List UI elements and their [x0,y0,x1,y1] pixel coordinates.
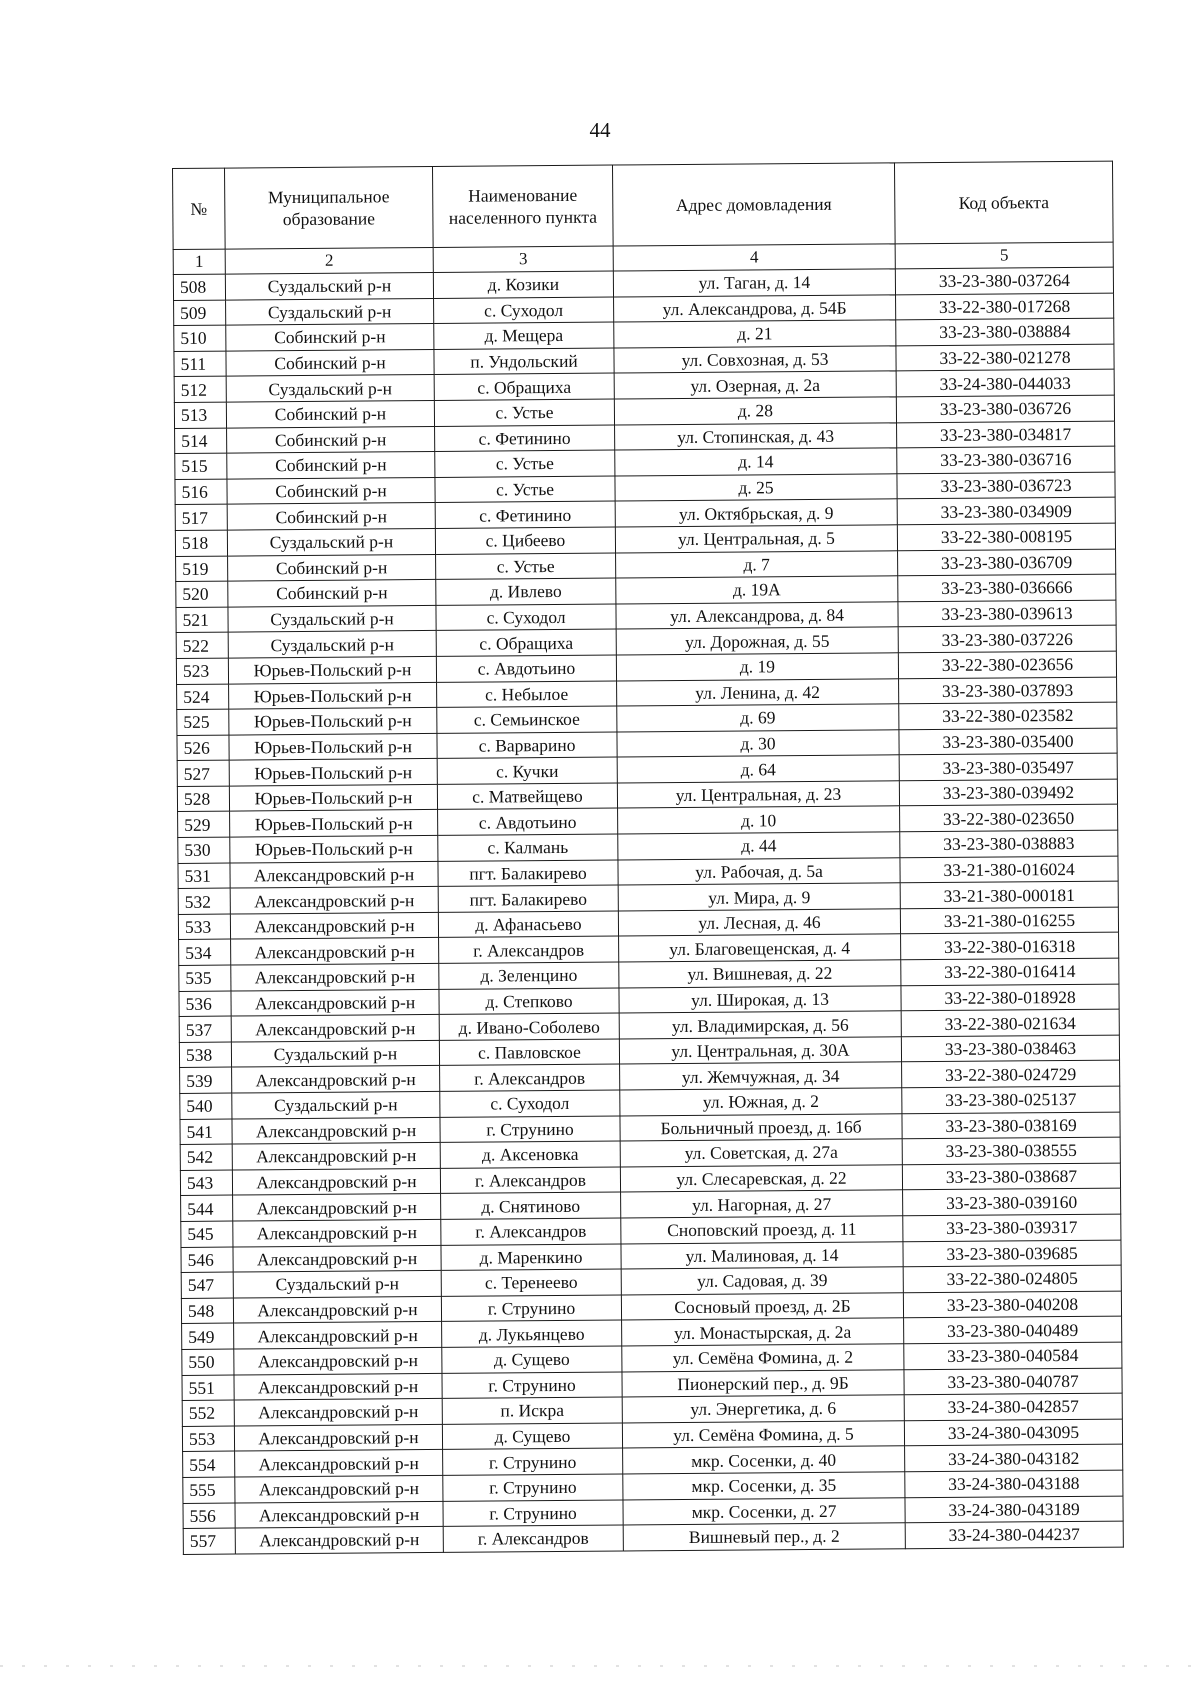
header-settlement: Наименование населенного пункта [432,165,613,247]
address-cell: д. 30 [617,729,899,757]
settlement-cell: с. Устье [436,553,616,580]
address-cell: ул. Александрова, д. 54Б [614,294,896,322]
settlement-cell: д. Сущево [442,1423,622,1450]
row-number-cell: 511 [174,351,226,377]
address-cell: ул. Таган, д. 14 [613,269,895,297]
object-code-cell: 33-24-380-043189 [905,1496,1123,1523]
row-number-cell: 544 [181,1195,233,1221]
address-cell: д. 10 [618,806,900,834]
object-code-cell: 33-23-380-036709 [898,549,1116,576]
settlement-cell: пгт. Балакирево [438,885,618,912]
address-cell: ул. Ленина, д. 42 [617,678,899,706]
scan-noise-line [0,1665,1200,1667]
settlement-cell: д. Мещера [434,322,614,349]
settlement-cell: д. Афанасьево [438,911,618,938]
municipality-cell: Александровский р-н [233,1245,441,1272]
address-cell: д. 14 [615,448,897,476]
municipality-cell: Александровский р-н [230,861,438,888]
object-code-cell: 33-22-380-008195 [897,523,1115,550]
municipality-cell: Собинский р-н [228,554,436,581]
address-cell: Пионерский пер., д. 9Б [622,1369,904,1397]
row-number-cell: 525 [177,709,229,735]
address-cell: д. 25 [615,474,897,502]
object-code-cell: 33-23-380-038884 [896,318,1114,345]
row-number-cell: 514 [175,428,227,454]
settlement-cell: г. Струнино [443,1474,623,1501]
municipality-cell: Суздальский р-н [226,375,434,402]
address-cell: ул. Дорожная, д. 55 [616,627,898,655]
row-number-cell: 526 [177,735,229,761]
object-code-cell: 33-23-380-036716 [897,446,1115,473]
row-number-cell: 541 [180,1119,232,1145]
address-cell: д. 19А [616,576,898,604]
object-code-cell: 33-23-380-039160 [903,1188,1121,1215]
address-cell: ул. Нагорная, д. 27 [621,1190,903,1218]
object-code-cell: 33-23-380-035400 [899,728,1117,755]
municipality-cell: Александровский р-н [234,1347,442,1374]
object-code-cell: 33-24-380-044033 [896,369,1114,396]
object-code-cell: 33-23-380-037893 [899,677,1117,704]
municipality-cell: Александровский р-н [235,1527,443,1554]
row-number-cell: 528 [177,786,229,812]
object-code-cell: 33-23-380-039685 [903,1240,1121,1267]
settlement-cell: с. Семьинское [437,706,617,733]
address-cell: ул. Александрова, д. 84 [616,602,898,630]
object-code-cell: 33-24-380-043182 [905,1444,1123,1471]
address-cell: д. 21 [614,320,896,348]
address-cell: мкр. Сосенки, д. 40 [623,1446,905,1474]
table-body [173,267,1123,1554]
address-cell: ул. Стопинская, д. 43 [615,422,897,450]
municipality-cell: Суздальский р-н [231,1040,439,1067]
settlement-cell: с. Обращиха [436,629,616,656]
municipality-cell: Суздальский р-н [225,272,433,299]
address-cell: ул. Владимирская, д. 56 [619,1011,901,1039]
municipality-cell: Суздальский р-н [232,1091,440,1118]
settlement-cell: г. Александров [440,1064,620,1091]
object-code-cell: 33-22-380-023650 [900,805,1118,832]
settlement-cell: г. Струнино [443,1448,623,1475]
row-number-cell: 556 [183,1503,235,1529]
municipality-cell: Александровский р-н [235,1450,443,1477]
municipality-cell: Собинский р-н [227,503,435,530]
address-cell: ул. Лесная, д. 46 [618,909,900,937]
row-number-cell: 534 [179,940,231,966]
address-cell: мкр. Сосенки, д. 27 [623,1497,905,1525]
municipality-cell: Александровский р-н [234,1399,442,1426]
settlement-cell: с. Суходол [436,604,616,631]
address-cell: д. 44 [618,832,900,860]
settlement-cell: г. Александров [443,1525,623,1552]
row-number-cell: 510 [174,325,226,351]
row-number-cell: 529 [178,812,230,838]
address-cell: ул. Рабочая, д. 5а [618,857,900,885]
object-code-cell: 33-23-380-038463 [901,1035,1119,1062]
address-cell: Сноповский проезд, д. 11 [621,1216,903,1244]
column-number: 2 [225,247,433,274]
address-cell: ул. Озерная, д. 2а [614,371,896,399]
row-number-cell: 515 [175,453,227,479]
object-code-cell: 33-23-380-037264 [895,267,1113,294]
object-code-cell: 33-23-380-040787 [904,1368,1122,1395]
row-number-cell: 532 [178,888,230,914]
settlement-cell: с. Фетинино [435,425,615,452]
row-number-cell: 531 [178,863,230,889]
object-code-cell: 33-23-380-036726 [896,395,1114,422]
settlement-cell: п. Ундольский [434,348,614,375]
row-number-cell: 537 [179,1016,231,1042]
municipality-cell: Александровский р-н [235,1475,443,1502]
address-cell: ул. Садовая, д. 39 [621,1267,903,1295]
row-number-cell: 517 [175,504,227,530]
municipality-cell: Суздальский р-н [226,298,434,325]
settlement-cell: д. Лукьянцево [442,1320,622,1347]
settlement-cell: г. Струнино [441,1295,621,1322]
row-number-cell: 550 [182,1349,234,1375]
row-number-cell: 545 [181,1221,233,1247]
municipality-cell: Юрьев-Польский р-н [230,810,438,837]
settlement-cell: с. Устье [435,476,615,503]
object-code-cell: 33-23-380-039613 [898,600,1116,627]
settlement-cell: г. Струнино [440,1116,620,1143]
municipality-cell: Собинский р-н [226,400,434,427]
municipality-cell: Собинский р-н [226,324,434,351]
settlement-cell: с. Цибеево [435,527,615,554]
header-object-code: Код объекта [894,161,1113,244]
settlement-cell: с. Авдотьино [438,808,618,835]
municipality-cell: Александровский р-н [233,1219,441,1246]
settlement-cell: с. Павловское [439,1039,619,1066]
settlement-cell: с. Фетинино [435,501,615,528]
settlement-cell: д. Маренкино [441,1244,621,1271]
address-cell: ул. Мира, д. 9 [618,883,900,911]
municipality-cell: Александровский р-н [233,1296,441,1323]
object-code-cell: 33-22-380-021634 [901,1009,1119,1036]
page-number: 44 [589,118,611,142]
settlement-cell: г. Струнино [442,1372,622,1399]
municipality-cell: Суздальский р-н [228,605,436,632]
settlement-cell: г. Александров [439,936,619,963]
header-municipality: Муниципальное образование [225,166,434,249]
address-cell: ул. Монастырская, д. 2а [622,1318,904,1346]
address-cell: ул. Энергетика, д. 6 [622,1395,904,1423]
municipality-cell: Александровский р-н [231,963,439,990]
row-number-cell: 540 [180,1093,232,1119]
row-number-cell: 539 [180,1067,232,1093]
municipality-cell: Юрьев-Польский р-н [230,835,438,862]
address-cell: ул. Семёна Фомина, д. 2 [622,1344,904,1372]
row-number-cell: 535 [179,965,231,991]
column-number: 5 [895,242,1113,269]
municipality-cell: Александровский р-н [234,1322,442,1349]
object-code-cell: 33-24-380-044237 [905,1521,1123,1548]
object-code-cell: 33-24-380-043095 [904,1419,1122,1446]
object-code-cell: 33-22-380-023582 [899,702,1117,729]
header-address: Адрес домовладения [612,163,895,246]
municipality-cell: Александровский р-н [230,887,438,914]
settlement-cell: д. Зеленцино [439,962,619,989]
settlement-cell: п. Искра [442,1397,622,1424]
row-number-cell: 508 [173,274,225,300]
address-cell: ул. Жемчужная, д. 34 [620,1062,902,1090]
address-cell: ул. Центральная, д. 30А [619,1037,901,1065]
object-code-cell: 33-23-380-040489 [904,1316,1122,1343]
object-code-cell: 33-22-380-024805 [903,1265,1121,1292]
settlement-cell: с. Устье [435,450,615,477]
registry-table-wrapper [172,161,1123,1555]
municipality-cell: Собинский р-н [226,349,434,376]
settlement-cell: г. Александров [441,1218,621,1245]
settlement-cell: с. Обращиха [434,373,614,400]
object-code-cell: 33-23-380-038687 [902,1163,1120,1190]
row-number-cell: 554 [183,1451,235,1477]
object-code-cell: 33-22-380-016318 [901,933,1119,960]
municipality-cell: Александровский р-н [232,1117,440,1144]
header-number: № [173,168,226,249]
settlement-cell: д. Степково [439,988,619,1015]
municipality-cell: Суздальский р-н [227,528,435,555]
row-number-cell: 512 [174,376,226,402]
row-number-cell: 543 [180,1170,232,1196]
settlement-cell: с. Авдотьино [436,655,616,682]
object-code-cell: 33-23-380-036723 [897,472,1115,499]
municipality-cell: Александровский р-н [234,1424,442,1451]
municipality-cell: Александровский р-н [231,1015,439,1042]
address-cell: ул. Семёна Фомина, д. 5 [622,1421,904,1449]
object-code-cell: 33-23-380-038555 [902,1137,1120,1164]
municipality-cell: Александровский р-н [235,1501,443,1528]
municipality-cell: Юрьев-Польский р-н [229,682,437,709]
object-code-cell: 33-21-380-000181 [900,881,1118,908]
row-number-cell: 549 [182,1323,234,1349]
object-code-cell: 33-21-380-016024 [900,856,1118,883]
municipality-cell: Александровский р-н [232,1168,440,1195]
municipality-cell: Юрьев-Польский р-н [228,656,436,683]
address-cell: ул. Благовещенская, д. 4 [619,934,901,962]
object-code-cell: 33-22-380-016414 [901,958,1119,985]
settlement-cell: с. Суходол [434,297,614,324]
column-number: 1 [173,249,225,274]
object-code-cell: 33-23-380-039317 [903,1214,1121,1241]
settlement-cell: д. Ивлево [436,578,616,605]
municipality-cell: Юрьев-Польский р-н [229,708,437,735]
row-number-cell: 527 [177,760,229,786]
municipality-cell: Суздальский р-н [228,631,436,658]
municipality-cell: Собинский р-н [227,452,435,479]
object-code-cell: 33-22-380-023656 [898,651,1116,678]
row-number-cell: 542 [180,1144,232,1170]
row-number-cell: 509 [174,300,226,326]
row-number-cell: 557 [183,1528,235,1554]
registry-table [172,161,1124,1555]
row-number-cell: 538 [179,1042,231,1068]
address-cell: Больничный проезд, д. 16б [620,1113,902,1141]
row-number-cell: 522 [176,632,228,658]
object-code-cell: 33-23-380-034909 [897,497,1115,524]
settlement-cell: с. Матвейщево [437,783,617,810]
settlement-cell: г. Александров [440,1167,620,1194]
municipality-cell: Александровский р-н [234,1373,442,1400]
row-number-cell: 519 [176,556,228,582]
column-number: 4 [613,244,895,271]
settlement-cell: д. Аксеновка [440,1141,620,1168]
object-code-cell: 33-22-380-017268 [896,293,1114,320]
municipality-cell: Александровский р-н [232,1143,440,1170]
object-code-cell: 33-21-380-016255 [900,907,1118,934]
municipality-cell: Собинский р-н [227,477,435,504]
row-number-cell: 521 [176,607,228,633]
row-number-cell: 524 [177,684,229,710]
row-number-cell: 546 [181,1247,233,1273]
settlement-cell: д. Козики [433,271,613,298]
address-cell: ул. Советская, д. 27а [620,1139,902,1167]
row-number-cell: 518 [175,530,227,556]
row-number-cell: 547 [181,1272,233,1298]
object-code-cell: 33-23-380-036666 [898,574,1116,601]
settlement-cell: с. Устье [434,399,614,426]
row-number-cell: 520 [176,581,228,607]
column-number: 3 [433,246,613,272]
table-header-row [173,161,1114,249]
object-code-cell: 33-23-380-034817 [897,421,1115,448]
settlement-cell: с. Теренеево [441,1269,621,1296]
municipality-cell: Александровский р-н [232,1066,440,1093]
address-cell: ул. Центральная, д. 23 [617,781,899,809]
address-cell: д. 7 [616,550,898,578]
settlement-cell: с. Варварино [437,732,617,759]
settlement-cell: с. Суходол [440,1090,620,1117]
row-number-cell: 533 [178,914,230,940]
address-cell: ул. Центральная, д. 5 [615,525,897,553]
municipality-cell: Александровский р-н [230,912,438,939]
municipality-cell: Суздальский р-н [233,1271,441,1298]
municipality-cell: Собинский р-н [228,580,436,607]
object-code-cell: 33-22-380-021278 [896,344,1114,371]
object-code-cell: 33-23-380-038169 [902,1112,1120,1139]
object-code-cell: 33-23-380-039492 [899,779,1117,806]
address-cell: ул. Малиновая, д. 14 [621,1241,903,1269]
address-cell: д. 69 [617,704,899,732]
object-code-cell: 33-23-380-035497 [899,753,1117,780]
address-cell: ул. Вишневая, д. 22 [619,960,901,988]
object-code-cell: 33-23-380-037226 [898,625,1116,652]
address-cell: ул. Слесаревская, д. 22 [620,1165,902,1193]
object-code-cell: 33-23-380-038883 [900,830,1118,857]
row-number-cell: 551 [182,1375,234,1401]
row-number-cell: 513 [174,402,226,428]
address-cell: д. 19 [616,653,898,681]
municipality-cell: Александровский р-н [231,938,439,965]
row-number-cell: 523 [176,658,228,684]
municipality-cell: Собинский р-н [227,426,435,453]
row-number-cell: 555 [183,1477,235,1503]
address-cell: ул. Октябрьская, д. 9 [615,499,897,527]
municipality-cell: Александровский р-н [233,1194,441,1221]
object-code-cell: 33-22-380-024729 [902,1060,1120,1087]
row-number-cell: 548 [181,1298,233,1324]
settlement-cell: д. Ивано-Соболево [439,1013,619,1040]
object-code-cell: 33-23-380-040584 [904,1342,1122,1369]
settlement-cell: д. Снятиново [441,1192,621,1219]
municipality-cell: Юрьев-Польский р-н [229,759,437,786]
settlement-cell: с. Небылое [437,681,617,708]
object-code-cell: 33-22-380-018928 [901,984,1119,1011]
address-cell: мкр. Сосенки, д. 35 [623,1472,905,1500]
address-cell: Сосновый проезд, д. 2Б [621,1293,903,1321]
settlement-cell: г. Струнино [443,1499,623,1526]
row-number-cell: 536 [179,991,231,1017]
address-cell: Вишневый пер., д. 2 [623,1523,905,1551]
municipality-cell: Юрьев-Польский р-н [229,784,437,811]
object-code-cell: 33-24-380-042857 [904,1393,1122,1420]
settlement-cell: д. Сущево [442,1346,622,1373]
address-cell: ул. Совхозная, д. 53 [614,346,896,374]
row-number-cell: 530 [178,837,230,863]
municipality-cell: Юрьев-Польский р-н [229,733,437,760]
address-cell: д. 28 [614,397,896,425]
address-cell: д. 64 [617,755,899,783]
settlement-cell: с. Калмань [438,834,618,861]
object-code-cell: 33-23-380-025137 [902,1086,1120,1113]
row-number-cell: 516 [175,479,227,505]
address-cell: ул. Южная, д. 2 [620,1088,902,1116]
object-code-cell: 33-24-380-043188 [905,1470,1123,1497]
row-number-cell: 552 [182,1400,234,1426]
municipality-cell: Александровский р-н [231,989,439,1016]
address-cell: ул. Широкая, д. 13 [619,985,901,1013]
settlement-cell: пгт. Балакирево [438,860,618,887]
object-code-cell: 33-23-380-040208 [903,1291,1121,1318]
settlement-cell: с. Кучки [437,757,617,784]
row-number-cell: 553 [182,1426,234,1452]
